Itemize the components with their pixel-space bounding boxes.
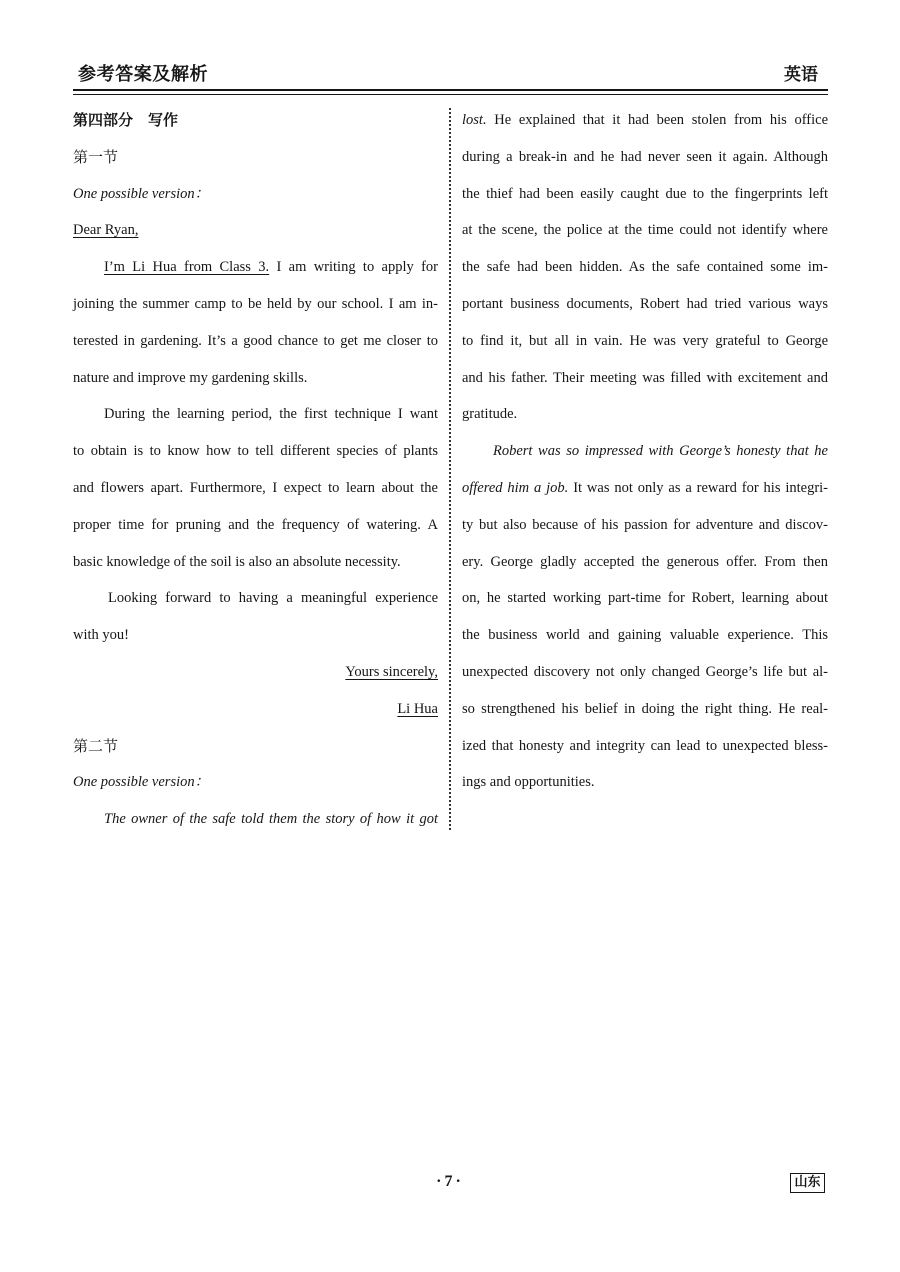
text-line (462, 102, 828, 139)
text-line (462, 470, 828, 507)
text-line: and flowers apart. Furthermore, I expect to learn about the (73, 479, 438, 496)
header-subject: 英语 (784, 65, 818, 85)
text-line: so strengthened his belief in doing the right thing. He real- (462, 700, 828, 717)
text-line: portant business documents, Robert had tried various ways (462, 295, 828, 312)
text-line: terested in gardening. It’s a good chance to get me closer to (73, 332, 438, 349)
text-line: Looking forward to having a meaningful experience (108, 590, 438, 607)
text-segment: It was not only as a reward for his integri- (573, 479, 829, 496)
given-opening-end: lost. (462, 112, 487, 128)
letter-signature-line (73, 691, 438, 728)
letter-greeting: Dear Ryan, (73, 222, 139, 239)
left-column (73, 102, 438, 838)
text-line: and his father. Their meeting was filled with excitement and (462, 369, 828, 386)
text-line: nature and improve my gardening skills. (73, 369, 308, 386)
text-line: ery. George gladly accepted the generous offer. From then (462, 553, 828, 570)
part1-version-label: One possible version： (73, 185, 210, 202)
given-opening-line: Robert was so impressed with George’s honesty that he (493, 443, 828, 460)
self-introduction: I’m Li Hua from Class 3. (104, 259, 270, 276)
text-line: to obtain is to know how to tell different species of plants (73, 443, 438, 460)
text-line: During the learning period, the first technique I want (104, 406, 438, 423)
text-segment: He explained that it had been stolen from his office (494, 112, 829, 128)
text-line: during a break-in and he had never seen it again. Although (462, 148, 828, 165)
text-line: the business world and gaining valuable experience. This (462, 627, 828, 644)
right-column (462, 102, 828, 801)
letter-greeting-line (73, 212, 438, 249)
text-line: with you! (73, 627, 129, 644)
letter-signature: Li Hua (397, 700, 438, 717)
header-rule-thick (73, 89, 828, 91)
given-opening-end: offered him a job. (462, 479, 569, 496)
given-opening-line: The owner of the safe told them the story of how it got (104, 811, 438, 828)
text-segment: I am writing to apply for (276, 259, 438, 276)
column-divider (449, 108, 451, 830)
text-line: on, he started working part-time for Robert, learning about (462, 590, 828, 607)
text-line (73, 249, 438, 286)
page-number: ·7· (436, 1173, 464, 1190)
header-title: 参考答案及解析 (78, 64, 209, 85)
part1-label: 第一节 (73, 147, 119, 166)
text-line: ized that honesty and integrity can lead to unexpected bless- (462, 737, 828, 754)
text-line: at the scene, the police at the time could not identify where (462, 222, 828, 239)
letter-closing-line (73, 654, 438, 691)
text-line: joining the summer camp to be held by our school. I am in- (73, 295, 438, 312)
part2-version-label: One possible version： (73, 774, 210, 791)
letter-closing: Yours sincerely, (345, 663, 438, 680)
text-line: ings and opportunities. (462, 774, 595, 791)
text-line: ty but also because of his passion for adventure and discov- (462, 516, 828, 533)
text-line: unexpected discovery not only changed George’s life but al- (462, 663, 828, 680)
text-line: proper time for pruning and the frequency of watering. A (73, 516, 438, 533)
region-badge: 山东 (790, 1173, 825, 1193)
section-heading: 第四部分 写作 (73, 111, 179, 129)
text-line: gratitude. (462, 406, 518, 423)
text-line: the safe had been hidden. As the safe contained some im- (462, 259, 828, 276)
text-line: to find it, but all in vain. He was very grateful to George (462, 332, 828, 349)
header-rule-thin (73, 94, 828, 95)
text-line: the thief had been easily caught due to the fingerprints left (462, 185, 828, 202)
part2-label: 第二节 (73, 736, 119, 755)
text-line: basic knowledge of the soil is also an absolute necessity. (73, 553, 401, 570)
